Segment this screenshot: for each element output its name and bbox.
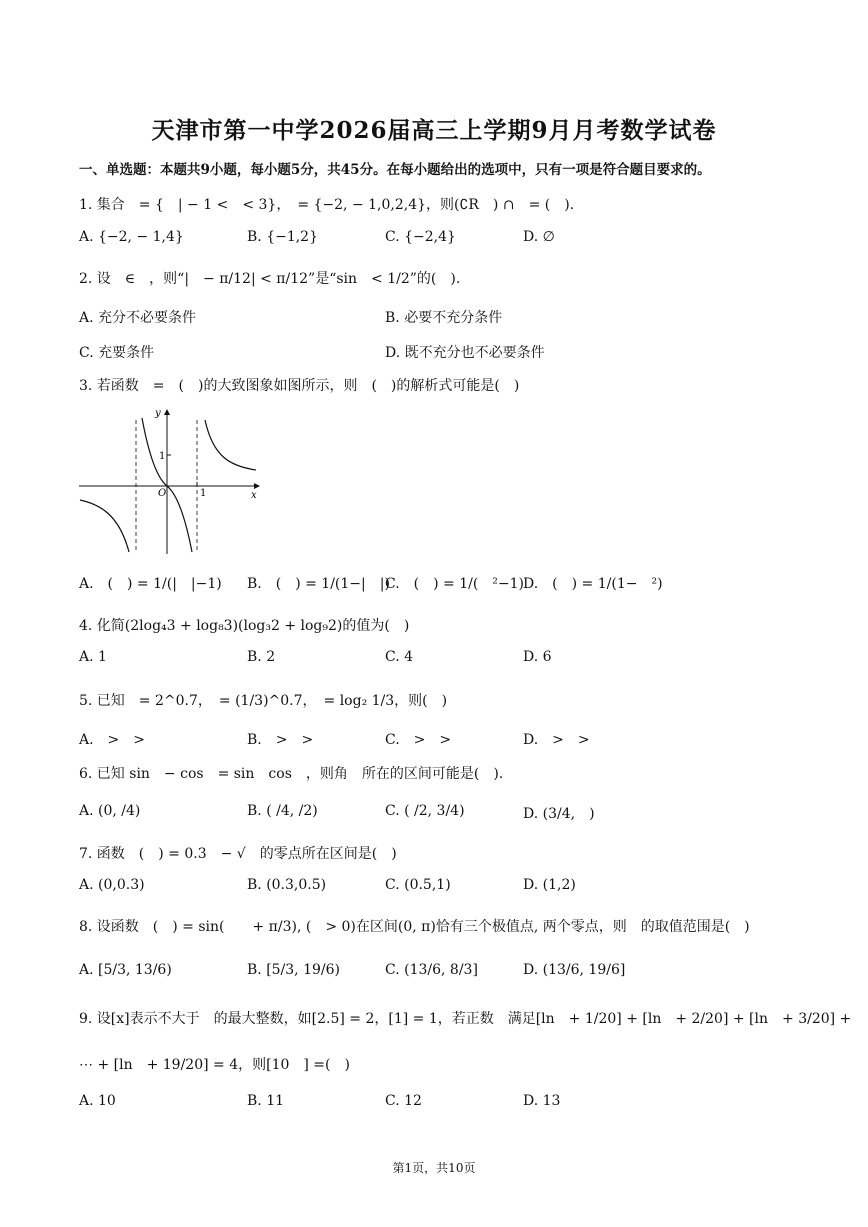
- question-7-stem: 7. 函数 ( ) = 0.3 − √ 的零点所在区间是( ): [79, 846, 397, 862]
- question-2-stem: 2. 设 ∈ ，则“| − π/12| < π/12”是“sin < 1/2”的( ).: [79, 271, 461, 287]
- function-graph: [79, 406, 264, 556]
- y-one-label: 1: [159, 451, 166, 462]
- q5-option-d: D. > >: [523, 732, 590, 748]
- q7-option-a: A. (0,0.3): [79, 877, 145, 893]
- q9-option-b: B. 11: [247, 1093, 285, 1109]
- question-4-stem: 4. 化简(2log₄3 + log₈3)(log₃2 + log₉2)的值为( ): [79, 618, 410, 634]
- q7-option-c: C. (0.5,1): [385, 877, 451, 893]
- question-5-stem: 5. 已知 = 2^0.7， = (1/3)^0.7， = log₂ 1/3，则( ): [79, 693, 448, 709]
- question-9-stem: 9. 设[x]表示不大于 的最大整数，如[2.5] = 2，[1] = 1，若正数 满足[ln + 1/20] + [ln + 2/20] + [ln + 3/20] +: [79, 1011, 852, 1027]
- q6-option-d: D. (3/4, ): [523, 806, 595, 822]
- curve-left: [80, 500, 129, 552]
- q4-option-c: C. 4: [385, 649, 414, 665]
- page-title: 天津市第一中学2026届高三上学期9月月考数学试卷: [151, 117, 717, 144]
- q1-option-a: A. {−2, − 1,4}: [79, 229, 184, 245]
- q2-option-d: D. 既不充分也不必要条件: [385, 345, 545, 361]
- question-8-stem: 8. 设函数 ( ) = sin( + π/3), ( > 0)在区间(0, π)恰有三个极值点, 两个零点，则 的取值范围是( ): [79, 919, 750, 935]
- q3-option-c: C. ( ) = 1/( ²−1): [385, 576, 525, 592]
- q4-option-a: A. 1: [79, 649, 107, 665]
- q6-option-c: C. ( /2, 3/4): [385, 803, 465, 819]
- q1-option-c: C. {−2,4}: [385, 229, 456, 245]
- page-footer: 第1页，共10页: [392, 1161, 476, 1175]
- question-3-stem: 3. 若函数 = ( )的大致图象如图所示，则 ( )的解析式可能是( ): [79, 378, 520, 394]
- q3-option-a: A. ( ) = 1/(| |−1): [79, 576, 222, 592]
- q9-option-a: A. 10: [79, 1093, 116, 1109]
- q9-option-d: D. 13: [523, 1093, 561, 1109]
- q5-option-b: B. > >: [247, 732, 314, 748]
- q7-option-d: D. (1,2): [523, 877, 576, 893]
- q4-option-d: D. 6: [523, 649, 552, 665]
- q2-option-c: C. 充要条件: [79, 345, 155, 361]
- question-9-stem-continued: ⋯ + [ln + 19/20] = 4，则[10 ] =( ): [79, 1057, 350, 1073]
- curve-right: [205, 420, 256, 470]
- q2-option-a: A. 充分不必要条件: [79, 310, 197, 326]
- q8-option-b: B. [5/3, 19/6): [247, 962, 340, 978]
- q8-option-c: C. (13/6, 8/3]: [385, 962, 478, 978]
- q5-option-c: C. > >: [385, 732, 452, 748]
- q3-option-b: B. ( ) = 1/(1−| |): [247, 576, 390, 592]
- q7-option-b: B. (0.3,0.5): [247, 877, 327, 893]
- q2-option-b: B. 必要不充分条件: [385, 310, 503, 326]
- section-heading: 一、单选题：本题共9小题，每小题5分，共45分。在每小题给出的选项中，只有一项是符合题目要求的。: [79, 162, 711, 178]
- q6-option-b: B. ( /4, /2): [247, 803, 318, 819]
- q8-option-a: A. [5/3, 13/6): [79, 962, 172, 978]
- x-axis-label: x: [251, 490, 257, 501]
- q1-option-b: B. {−1,2}: [247, 229, 318, 245]
- q5-option-a: A. > >: [79, 732, 146, 748]
- q1-option-d: D. ∅: [523, 229, 555, 245]
- q6-option-a: A. (0, /4): [79, 803, 141, 819]
- question-6-stem: 6. 已知 sin − cos = sin cos ，则角 所在的区间可能是( ).: [79, 766, 504, 782]
- q9-option-c: C. 12: [385, 1093, 422, 1109]
- q3-option-d: D. ( ) = 1/(1− ²): [523, 576, 663, 592]
- question-1-stem: 1. 集合 = { | − 1 < < 3}， = {−2, − 1,0,2,4}，则(∁R ) ∩ = ( ).: [79, 197, 575, 213]
- q4-option-b: B. 2: [247, 649, 276, 665]
- y-axis-label: y: [155, 408, 161, 419]
- x-one-label: 1: [200, 488, 207, 499]
- origin-label: O: [158, 488, 167, 499]
- q8-option-d: D. (13/6, 19/6]: [523, 962, 626, 978]
